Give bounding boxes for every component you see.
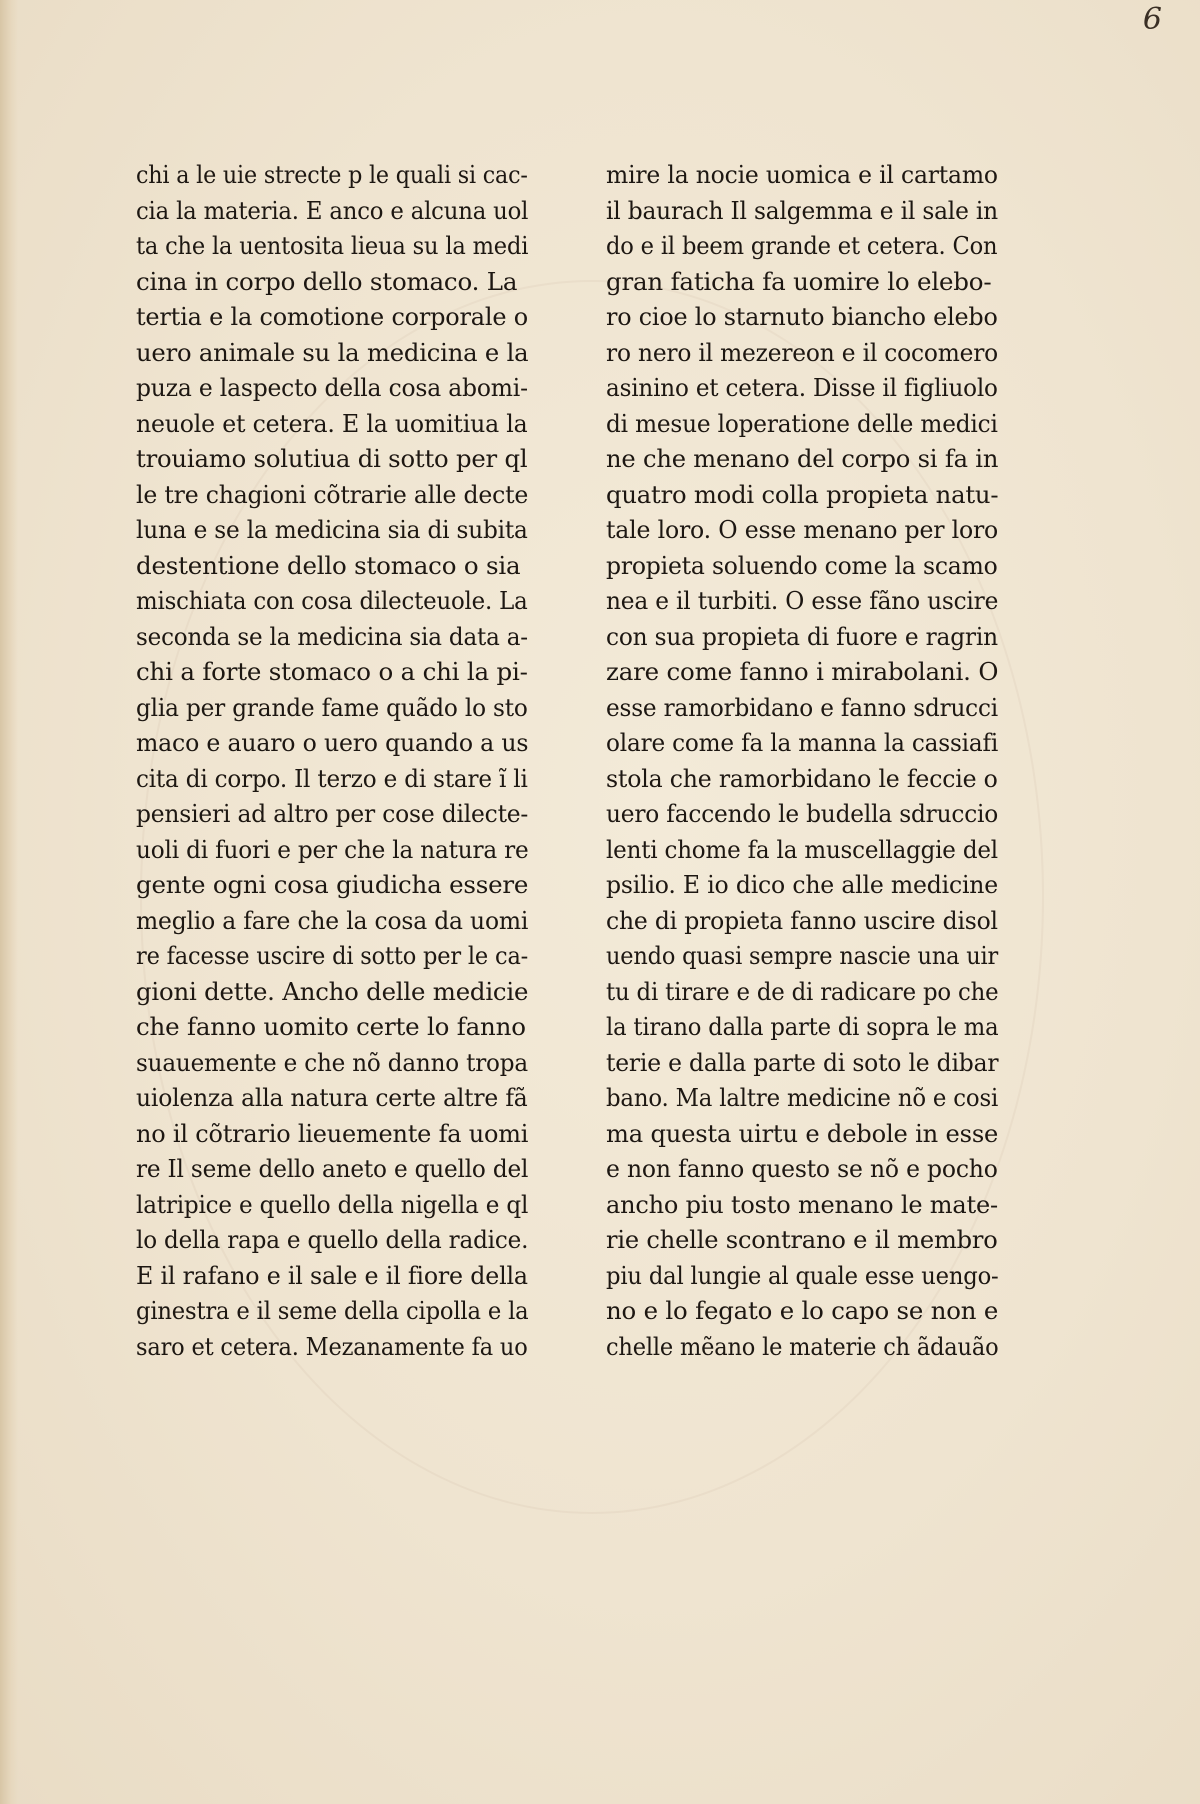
text-line: che di propieta fanno uscire disol xyxy=(606,905,998,935)
text-line: uiolenza alla natura certe altre fã xyxy=(136,1083,528,1112)
text-line: seconda se la medicina sia data a- xyxy=(136,621,528,651)
text-line: meglio a fare che la cosa da uomi xyxy=(136,905,529,935)
page-edge-shadow xyxy=(0,0,18,1804)
text-line: mischiata con cosa dilecteuole. La xyxy=(136,586,528,615)
text-line: no il cõtrario lieuemente fa uomi xyxy=(136,1118,529,1148)
text-line: il baurach Il salgemma e il sale in xyxy=(606,195,998,225)
text-line: rie chelle scontrano e il membro xyxy=(606,1225,998,1254)
text-line: chi a le uie strecte p le quali si cac- xyxy=(136,160,528,189)
text-line: cia la materia. E anco e alcuna uol xyxy=(136,195,529,225)
text-line: destentione dello stomaco o sia xyxy=(136,550,521,580)
text-line: neuole et cetera. E la uomitiua la xyxy=(136,408,528,438)
text-line: uero animale su la medicina e la xyxy=(136,337,529,367)
text-line: psilio. E io dico che alle medicine xyxy=(606,870,999,899)
text-line: do e il beem grande et cetera. Con xyxy=(606,231,998,260)
text-line: chi a forte stomaco o a chi la pi- xyxy=(136,657,528,686)
text-line: tale loro. O esse menano per loro xyxy=(606,515,999,544)
text-line: maco e auaro o uero quando a us xyxy=(136,728,529,757)
text-line: bano. Ma laltre medicine nõ e cosi xyxy=(606,1083,999,1112)
text-line: con sua propieta di fuore e ragrin xyxy=(606,621,998,651)
text-line: uero faccendo le budella sdruccio xyxy=(606,799,999,828)
text-line: ma questa uirtu e debole in esse xyxy=(606,1118,999,1148)
text-line: luna e se la medicina sia di subita xyxy=(136,515,528,544)
text-line: e non fanno questo se nõ e pocho xyxy=(606,1154,998,1183)
text-line: ginestra e il seme della cipolla e la xyxy=(136,1296,529,1325)
folio-number: 6 xyxy=(1142,2,1162,37)
text-line: stola che ramorbidano le feccie o xyxy=(606,763,998,793)
text-column-left xyxy=(136,157,536,1364)
text-line: mire la nocie uomica e il cartamo xyxy=(606,160,998,189)
text-column-right xyxy=(606,157,1006,1364)
text-line: ro nero il mezereon e il cocomero xyxy=(606,337,998,367)
text-line: zare come fanno i mirabolani. O xyxy=(606,657,999,686)
text-line: chelle mẽano le materie ch ãdauão xyxy=(606,1331,999,1361)
text-line: lenti chome fa la muscellaggie del xyxy=(606,834,998,864)
text-line: che fanno uomito certe lo fanno xyxy=(136,1012,526,1041)
text-line: asinino et cetera. Disse il figliuolo xyxy=(606,373,998,402)
text-line: saro et cetera. Mezanamente fa uo xyxy=(136,1331,528,1361)
text-line: propieta soluendo come la scamo xyxy=(606,550,998,580)
text-line: ne che menano del corpo si fa in xyxy=(606,444,999,473)
text-line: esse ramorbidano e fanno sdrucci xyxy=(606,692,998,722)
text-line: re Il seme dello aneto e quello del xyxy=(136,1154,529,1183)
text-line: lo della rapa e quello della radice. xyxy=(136,1225,529,1254)
text-line: quatro modi colla propieta natu- xyxy=(606,479,999,509)
text-line: olare come fa la manna la cassiafi xyxy=(606,728,999,757)
text-line: gran faticha fa uomire lo elebo- xyxy=(606,266,992,296)
text-line: no e lo fegato e lo capo se non e xyxy=(606,1296,999,1325)
text-line: trouiamo solutiua di sotto per ql xyxy=(136,444,528,473)
text-line: latripice e quello della nigella e ql xyxy=(136,1189,529,1219)
text-line: cina in corpo dello stomaco. La xyxy=(136,266,518,296)
text-line: gente ogni cosa giudicha essere xyxy=(136,870,529,899)
text-line: suauemente e che nõ danno tropa xyxy=(136,1047,528,1077)
text-line: uendo quasi sempre nascie una uir xyxy=(606,941,999,970)
text-line: tertia e la comotione corporale o xyxy=(136,302,528,331)
text-line: tu di tirare e de di radicare po che xyxy=(606,976,999,1006)
text-line: uoli di fuori e per che la natura re xyxy=(136,834,529,864)
text-line: nea e il turbiti. O esse fãno uscire xyxy=(606,586,999,615)
text-line: re facesse uscire di sotto per le ca- xyxy=(136,941,529,970)
text-line: gioni dette. Ancho delle medicie xyxy=(136,976,529,1006)
text-line: cita di corpo. Il terzo e di stare ĩ li xyxy=(136,763,528,793)
text-line: ancho piu tosto menano le mate- xyxy=(606,1189,998,1219)
text-line: puza e laspecto della cosa abomi- xyxy=(136,373,528,402)
text-line: la tirano dalla parte di sopra le ma xyxy=(606,1012,999,1041)
text-line: di mesue loperatione delle medici xyxy=(606,408,998,438)
text-line: piu dal lungie al quale esse uengo- xyxy=(606,1260,999,1290)
text-line: ta che la uentosita lieua su la medi xyxy=(136,231,529,260)
text-line: le tre chagioni cõtrarie alle decte xyxy=(136,479,529,509)
text-line: ro cioe lo starnuto biancho elebo xyxy=(606,302,998,331)
text-line: E il rafano e il sale e il fiore della xyxy=(136,1260,528,1290)
text-line: terie e dalla parte di soto le dibar xyxy=(606,1047,999,1077)
text-line: pensieri ad altro per cose dilecte- xyxy=(136,799,529,828)
text-line: glia per grande fame quãdo lo sto xyxy=(136,692,528,722)
